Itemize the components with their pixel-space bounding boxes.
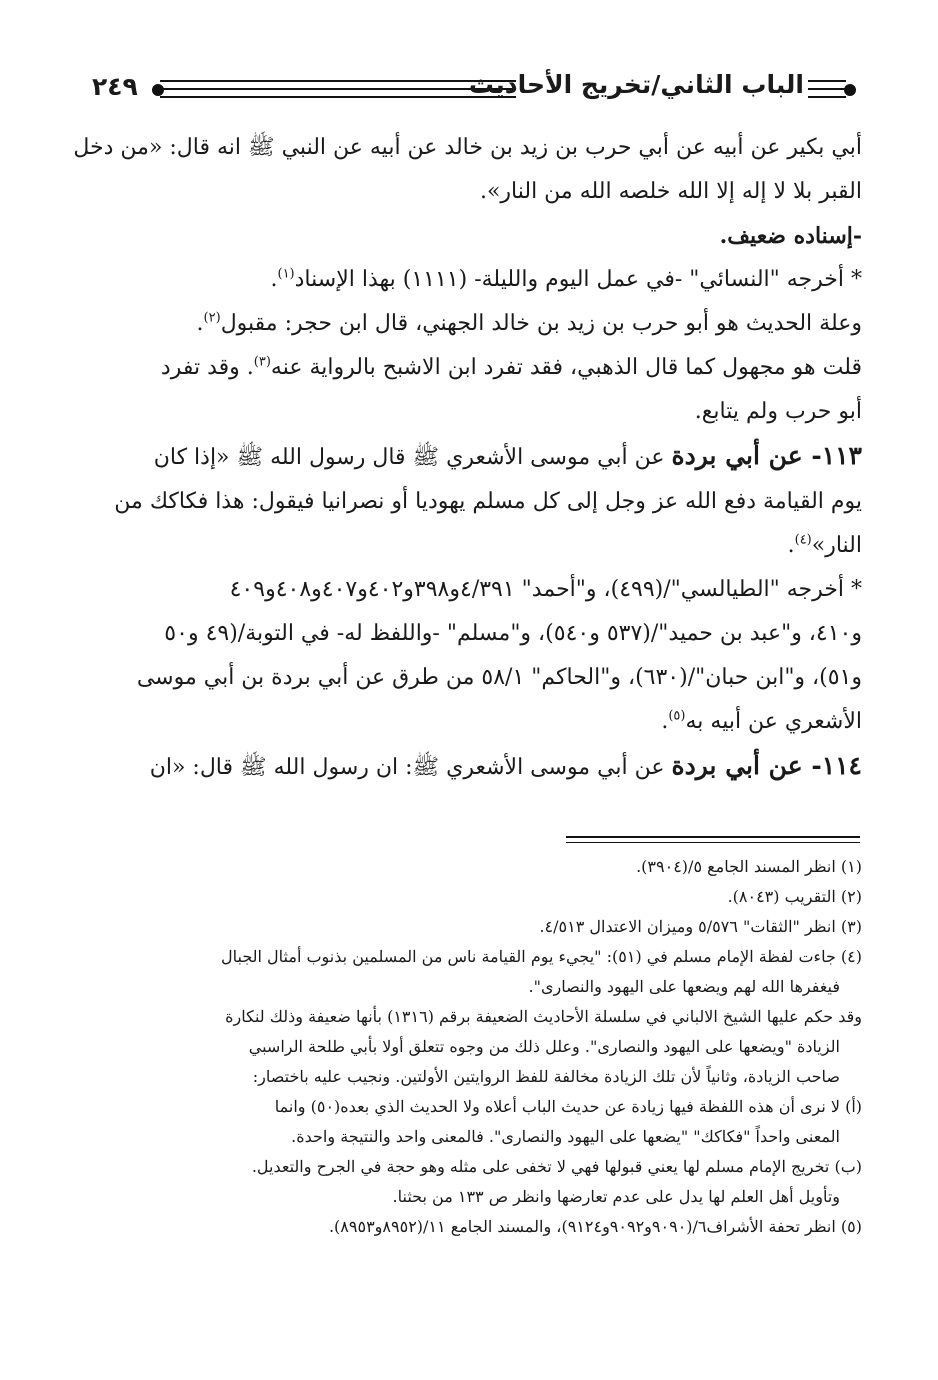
footnote-ref: (٥) <box>668 708 686 724</box>
footnote-4-point-a: (أ) لا نرى أن هذه اللفظة فيها زيادة عن حديث الباب أعلاه ولا الحديث الذي بعده(٥٠) وانما <box>274 1097 862 1116</box>
footnote-4-point-b: (ب) تخريج الإمام مسلم لها يعني قبولها فهي لا تخفى على مثله وهو حجة في الجرح والتعديل. <box>251 1157 862 1176</box>
text-span: . <box>787 533 795 558</box>
header-ornament-right <box>844 84 856 96</box>
running-title: الباب الثاني/تخريج الأحاديث <box>468 70 804 99</box>
footnotes <box>82 852 862 1242</box>
header-rule-right-3 <box>808 96 846 98</box>
text-line: و٤١٠، و"عبد بن حميد"/(٥٣٧ و٥٤٠)، و"مسلم" -واللفظ له- في التوبة/(٤٩ و٥٠ <box>164 621 862 646</box>
text-line: القبر بلا لا إله إلا الله خلصه الله من النار». <box>479 179 862 204</box>
hadith-heading <box>92 434 862 480</box>
text-span: وعلة الحديث هو أبو حرب بن زيد بن خالد الجهني، قال ابن حجر: مقبول <box>220 311 862 336</box>
text-line: و٥١)، و"ابن حبان"/(٦٣٠)، و"الحاكم" ٥٨/١ من طرق عن أبي بردة بن أبي موسى <box>136 665 862 690</box>
header-rule-right <box>808 80 846 82</box>
header-rule-left-3 <box>160 96 516 98</box>
text-span: عن أبي موسى الأشعري ﷺ: ان رسول الله ﷺ قال: «ان <box>149 755 672 780</box>
text-line <box>92 346 862 390</box>
footnote-5: (٥) انظر تحفة الأشراف٦/(٩٠٩٠و٩٠٩٢و٩١٢٤)، والمسند الجامع ١١/(٨٩٥٢و٨٩٥٣). <box>328 1217 862 1236</box>
footnote-2: (٢) التقريب (٨٠٤٣). <box>727 887 862 906</box>
text-line: أبي بكير عن أبيه عن أبي حرب بن زيد بن خالد عن أبيه عن النبي ﷺ انه قال: «من دخل <box>73 135 862 160</box>
text-line: * أخرجه "الطيالسي"/(٤٩٩)، و"أحمد" ٤/٣٩١و٣٩٨و٤٠٢و٤٠٧و٤٠٨و٤٠٩ <box>229 577 862 602</box>
text-line <box>92 302 862 346</box>
text-span: النار» <box>811 533 862 558</box>
text-line: أبو حرب ولم يتابع. <box>694 399 862 424</box>
header-rule-left-2 <box>160 88 516 90</box>
footnote-4-cont: صاحب الزيادة، وثانياً لأن تلك الزيادة مخالفة للفظ الروايتين الأولتين. ونجيب عليه باختصار: <box>252 1067 840 1086</box>
footnote-separator-thin <box>566 842 860 843</box>
text-span: . <box>661 709 669 734</box>
text-span: . وقد تفرد <box>160 355 254 380</box>
header-rule-right-2 <box>808 88 846 90</box>
main-text <box>73 126 862 790</box>
footnote-4: (٤) جاءت لفظة الإمام مسلم في (٥١): "يجيء يوم القيامة ناس من المسلمين بذنوب أمثال الجبال <box>220 947 862 966</box>
header-rule-left <box>160 80 516 82</box>
footnote-1: (١) انظر المسند الجامع ٥/(٣٩٠٤). <box>636 857 862 876</box>
hadith-number: ١١٣- عن أبي بردة <box>671 441 862 470</box>
footnote-separator <box>566 836 860 838</box>
text-span: . <box>196 311 204 336</box>
footnote-ref: (٣) <box>253 354 271 370</box>
text-span: قلت هو مجهول كما قال الذهبي، فقد تفرد ابن الاشبح بالرواية عنه <box>270 355 862 380</box>
footnote-4-cont: وقد حكم عليها الشيخ الالباني في سلسلة الأحاديث الضعيفة برقم (١٣١٦) بأنها ضعيفة وذلك لنكارة <box>225 1007 862 1026</box>
hadith-heading <box>92 744 862 790</box>
footnote-ref: (١) <box>277 266 295 282</box>
footnote-3: (٣) انظر "الثقات" ٥/٥٧٦ وميزان الاعتدال ٤/٥١٣. <box>539 917 862 936</box>
footnote-4-cont: فيغفرها الله لهم ويضعها على اليهود والنصارى". <box>528 977 840 996</box>
text-span: . <box>270 267 278 292</box>
footnote-4-cont: الزيادة "ويضعها على اليهود والنصارى". وعلل ذلك من وجوه تتعلق أولا بأبي طلحة الراسبي <box>248 1037 840 1056</box>
text-line <box>92 524 862 568</box>
header-ornament-left <box>152 84 164 96</box>
text-span: الأشعري عن أبيه به <box>685 709 862 734</box>
text-span: عن أبي موسى الأشعري ﷺ قال رسول الله ﷺ «إذا كان <box>153 445 672 470</box>
text-line <box>92 258 862 302</box>
footnote-4-cont: المعنى واحداً "فكاكك" "يضعها على اليهود والنصارى". فالمعنى واحد والنتيجة واحدة. <box>291 1127 840 1146</box>
footnote-ref: (٢) <box>203 310 221 326</box>
page-number: ٢٤٩ <box>92 72 138 101</box>
text-line: يوم القيامة دفع الله عز وجل إلى كل مسلم يهوديا أو نصرانيا فيقول: هذا فكاكك من <box>114 489 862 514</box>
page-header <box>86 66 866 118</box>
footnote-4-cont: وتأويل أهل العلم لها يدل على عدم تعارضها وانظر ص ١٣٣ من بحثنا. <box>392 1187 840 1206</box>
text-line <box>92 700 862 744</box>
text-span: * أخرجه "النسائي" -في عمل اليوم والليلة- (١١١١) بهذا الإسناد <box>294 267 862 292</box>
isnad-verdict: -إسناده ضعيف. <box>719 223 862 249</box>
footnote-ref: (٤) <box>794 532 812 548</box>
hadith-number: ١١٤- عن أبي بردة <box>671 751 862 780</box>
